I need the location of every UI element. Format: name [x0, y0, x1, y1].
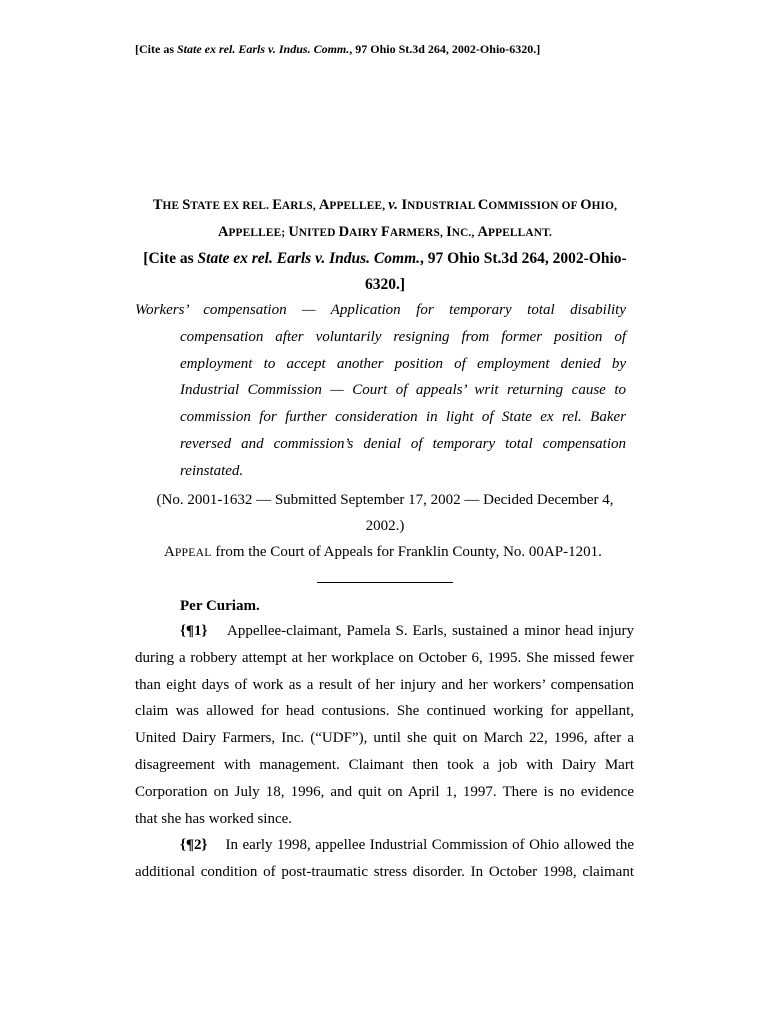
paragraph-1-line: during a robbery attempt at her workplace on October 6, 1995. She missed fewer — [135, 649, 634, 666]
caption-line-1: THE STATE EX REL. EARLS, APPELLEE, v. INDUSTRIAL COMMISSION OF OHIO, — [152, 197, 618, 213]
syllabus-line: reinstated. — [180, 462, 244, 479]
paragraph-number: {¶2} — [180, 837, 208, 854]
paragraph-1-line: claim was allowed for head contusions. She continued working for appellant, — [135, 703, 634, 720]
appeal-line: APPEAL from the Court of Appeals for Franklin County, No. 00AP-1201. — [164, 544, 602, 560]
opinion-body — [135, 618, 634, 886]
syllabus-line: employment to accept another position of employment denied by — [180, 355, 626, 372]
paragraph-2-line: additional condition of post-traumatic stress disorder. In October 1998, claimant — [135, 864, 634, 881]
syllabus-line: Industrial Commission — Court of appeals’ writ returning cause to — [180, 382, 626, 399]
syllabus-line: Workers’ compensation — Application for temporary total disability — [135, 302, 626, 318]
citation-line-2: 6320.] — [364, 276, 406, 293]
paragraph-1-line: that she has worked since. — [135, 810, 293, 827]
citation-line-1: [Cite as State ex rel. Earls v. Indus. Comm., 97 Ohio St.3d 264, 2002-Ohio- — [143, 250, 627, 267]
case-caption — [135, 192, 635, 246]
syllabus-line: commission for further consideration in light of State ex rel. Baker — [180, 409, 626, 426]
paragraph-1-line: Corporation on July 18, 1996, and quit on April 1, 1997. There is no evidence — [135, 783, 634, 800]
docket-line-1: (No. 2001-1632 — Submitted September 17, 2002 — Decided December 4, — [156, 492, 614, 508]
syllabus-line: reversed and commission’s denial of temporary total compensation — [180, 435, 626, 452]
paragraph-2-line: {¶2} In early 1998, appellee Industrial Commission of Ohio allowed the — [180, 837, 634, 854]
syllabus — [135, 297, 626, 485]
caption-line-2: APPELLEE; UNITED DAIRY FARMERS, INC., APPELLANT. — [217, 224, 553, 240]
syllabus-line: compensation after voluntarily resigning from former position of — [180, 328, 626, 345]
paragraph-1-line: United Dairy Farmers, Inc. (“UDF”), until she quit on March 22, 1996, after a — [135, 730, 634, 747]
header-citation: [Cite as State ex rel. Earls v. Indus. Comm., 97 Ohio St.3d 264, 2002-Ohio-6320.] — [135, 42, 541, 56]
paragraph-1-line: {¶1} Appellee-claimant, Pamela S. Earls, sustained a minor head injury — [180, 623, 634, 639]
docket-info — [135, 487, 635, 539]
paragraph-number: {¶1} — [180, 623, 208, 639]
opinion-author: Per Curiam. — [180, 598, 260, 614]
paragraph-1-line: disagreement with management. Claimant then took a job with Dairy Mart — [135, 756, 634, 773]
docket-line-2: 2002.) — [365, 518, 405, 534]
citation-block — [135, 246, 635, 298]
paragraph-1-line: than eight days of work as a result of her injury and her workers’ compensation — [135, 676, 634, 693]
section-divider — [317, 582, 453, 583]
